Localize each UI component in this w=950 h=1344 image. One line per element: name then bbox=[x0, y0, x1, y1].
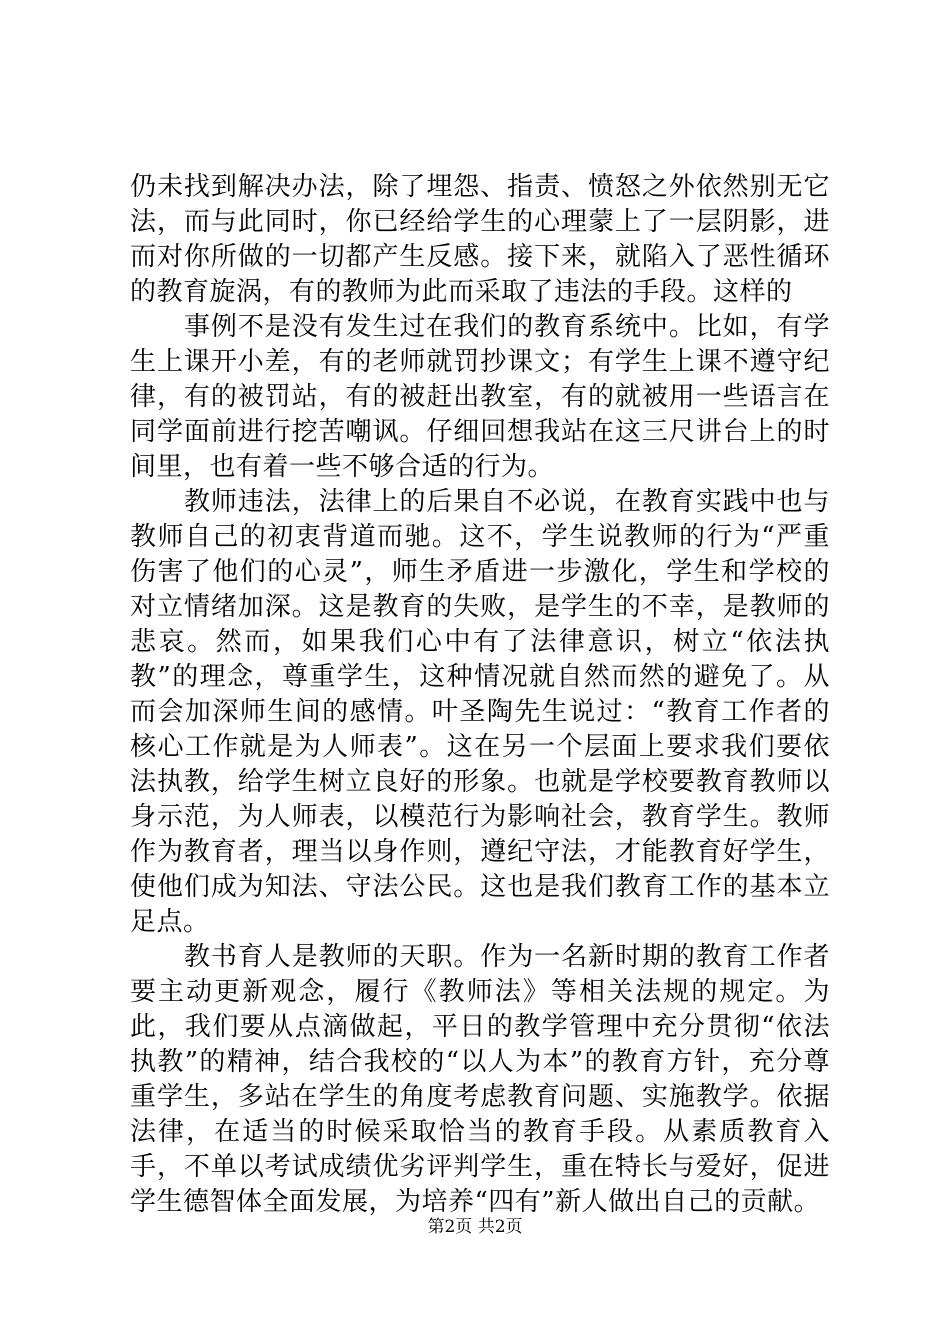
document-body bbox=[130, 170, 830, 1220]
paragraph-3: 教师违法，法律上的后果自不必说，在教育实践中也与教师自己的初衷背道而驰。这不，学生说教师的行为“严重伤害了他们的心灵”，师生矛盾进一步激化，学生和学校的对立情绪加深。这是教育的失败，是学生的不幸，是教师的悲哀。然而，如果我们心中有了法律意识，树立“依法执教”的理念，尊重学生，这种情况就自然而然的避免了。从而会加深师生间的感情。叶圣陶先生说过：“教育工作者的核心工作就是为人师表”。这在另一个层面上要求我们要依法执教，给学生树立良好的形象。也就是学校要教育教师以身示范，为人师表，以模范行为影响社会，教育学生。教师作为教育者，理当以身作则，遵纪守法，才能教育好学生，使他们成为知法、守法公民。这也是我们教育工作的基本立足点。 bbox=[130, 487, 830, 937]
paragraph-1: 仍未找到解决办法，除了埋怨、指责、愤怒之外依然别无它法，而与此同时，你已经给学生的心理蒙上了一层阴影，进而对你所做的一切都产生反感。接下来，就陷入了恶性循环的教育旋涡，有的教师为此而采取了违法的手段。这样的 bbox=[130, 172, 830, 307]
page-number-footer: 第2页 共2页 bbox=[427, 1217, 523, 1237]
paragraph-2: 事例不是没有发生过在我们的教育系统中。比如，有学生上课开小差，有的老师就罚抄课文；有学生上课不遵守纪律，有的被罚站，有的被赶出教室，有的就被用一些语言在同学面前进行挖苦嘲讽。仔细回想我站在这三尺讲台上的时间里，也有着一些不够合适的行为。 bbox=[130, 312, 830, 482]
paragraph-4: 教书育人是教师的天职。作为一名新时期的教育工作者要主动更新观念，履行《教师法》等相关法规的规定。为此，我们要从点滴做起，平日的教学管理中充分贯彻“依法执教”的精神，结合我校的“以人为本”的教育方针，充分尊重学生，多站在学生的角度考虑教育问题、实施教学。依据法律，在适当的时候采取恰当的教育手段。从素质教育入手，不单以考试成绩优劣评判学生，重在特长与爱好，促进学生德智体全面发展，为培养“四有”新人做出自己的贡献。 bbox=[130, 942, 830, 1217]
